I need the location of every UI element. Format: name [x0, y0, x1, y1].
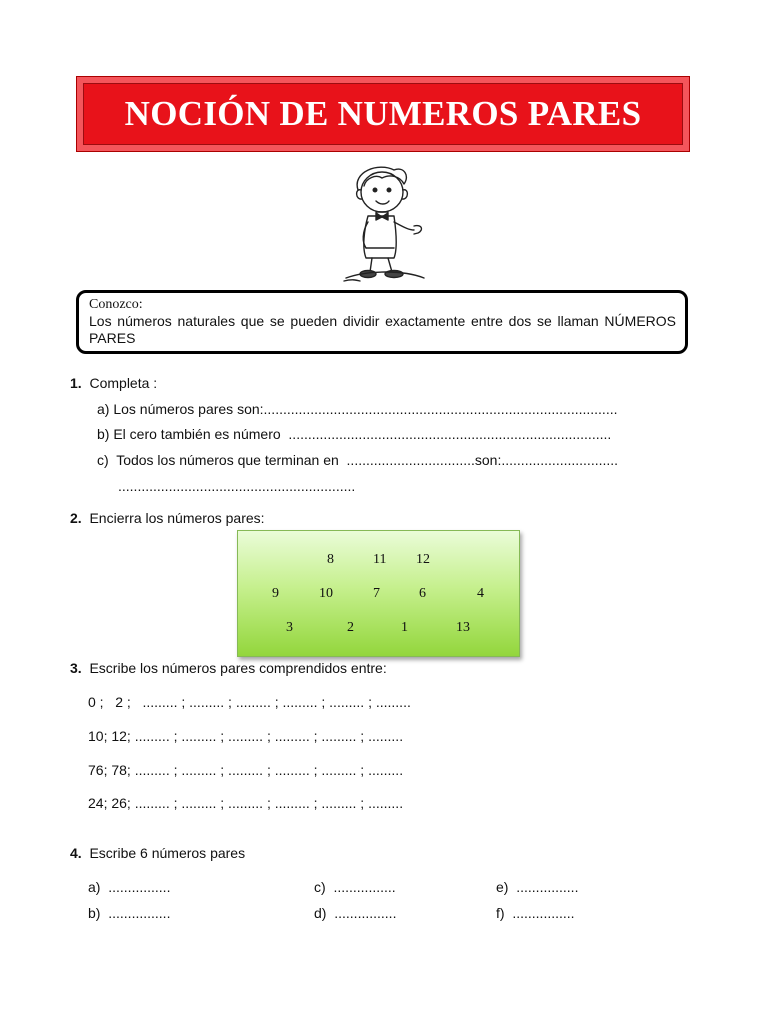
answer-blank-c: c) ................	[314, 879, 396, 895]
question-2-title: Encierra los números pares:	[89, 510, 265, 526]
conozco-text: Los números naturales que se pueden dividir exactamente entre dos se llaman NÚMEROS PARES	[89, 313, 676, 346]
question-1-a: a) Los números pares son:...........................................................................................	[97, 401, 618, 417]
number-item[interactable]: 10	[319, 586, 333, 601]
question-1-heading	[70, 374, 157, 392]
sequence-row: 10; 12; ......... ; ......... ; ......... ; ......... ; ......... ; .........	[88, 728, 404, 744]
boy-illustration	[338, 160, 430, 284]
question-3-number: 3.	[70, 660, 82, 676]
page-title: NOCIÓN DE NUMEROS PARES	[124, 94, 642, 133]
answer-blank-e: e) ................	[496, 879, 579, 895]
number-item[interactable]: 13	[456, 620, 470, 635]
answer-blank-b: b) ................	[88, 905, 171, 921]
answer-blank-a: a) ................	[88, 879, 171, 895]
question-1-b: b) El cero también es número ...................................................................................	[97, 426, 612, 442]
number-item[interactable]: 11	[373, 552, 387, 567]
sequence-row: 0 ; 2 ; ......... ; ......... ; ......... ; ......... ; ......... ; .........	[88, 694, 411, 710]
number-item[interactable]: 4	[477, 586, 484, 601]
number-item[interactable]: 2	[347, 620, 354, 635]
conozco-box	[76, 290, 688, 354]
question-1-c-continuation: .............................................................	[118, 478, 356, 494]
answer-blank-d: d) ................	[314, 905, 397, 921]
title-banner	[76, 76, 690, 152]
question-3-title: Escribe los números pares comprendidos entre:	[89, 660, 387, 676]
question-4-heading	[70, 844, 245, 862]
number-item[interactable]: 6	[419, 586, 426, 601]
question-4-number: 4.	[70, 845, 82, 861]
conozco-label: Conozco:	[89, 297, 143, 312]
number-item[interactable]: 3	[286, 620, 293, 635]
sequence-row: 76; 78; ......... ; ......... ; ......... ; ......... ; ......... ; .........	[88, 762, 404, 778]
question-2-heading	[70, 509, 265, 527]
number-item[interactable]: 9	[272, 586, 279, 601]
number-item[interactable]: 12	[416, 552, 430, 567]
number-item[interactable]: 1	[401, 620, 408, 635]
question-1-number: 1.	[70, 375, 82, 391]
question-4-title: Escribe 6 números pares	[89, 845, 246, 861]
question-1-title: Completa :	[89, 375, 158, 391]
answer-blank-f: f) ................	[496, 905, 575, 921]
numbers-box	[237, 530, 520, 657]
number-item[interactable]: 8	[327, 552, 334, 567]
question-1-c: c) Todos los números que terminan en .................................son:..............................	[97, 452, 619, 468]
question-3-heading	[70, 659, 387, 677]
sequence-row: 24; 26; ......... ; ......... ; ......... ; ......... ; ......... ; .........	[88, 795, 404, 811]
number-item[interactable]: 7	[373, 586, 380, 601]
question-2-number: 2.	[70, 510, 82, 526]
